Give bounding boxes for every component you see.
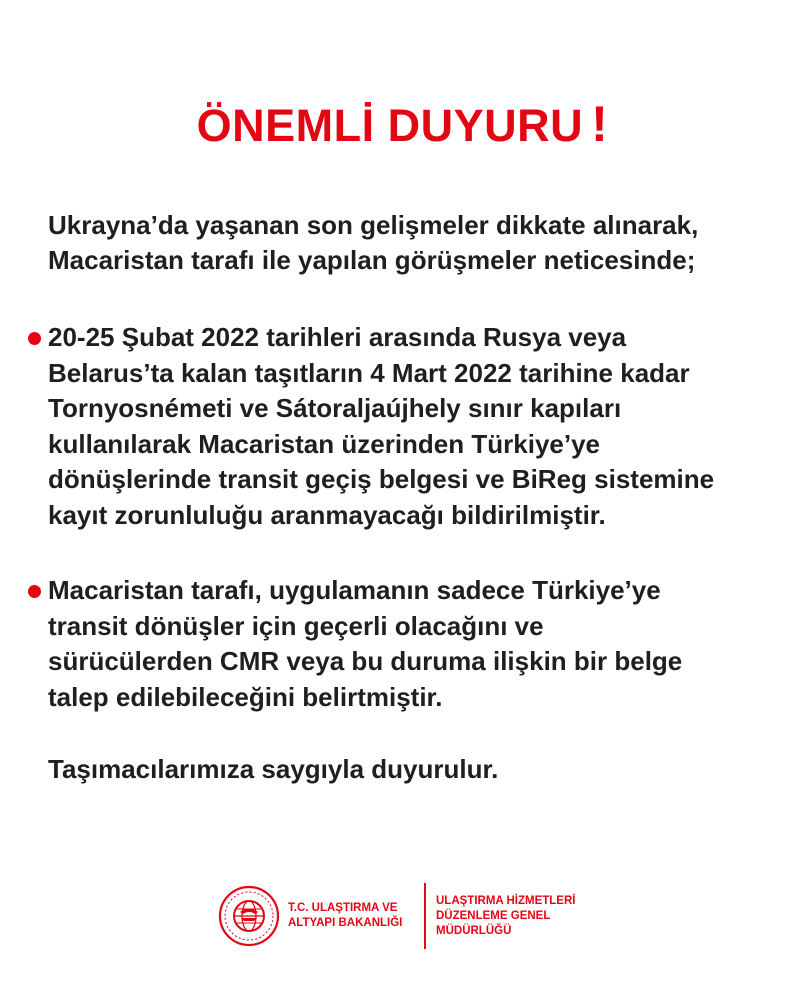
- exclamation-mark: !: [591, 96, 609, 152]
- footer-divider: [424, 883, 426, 949]
- footer: [218, 880, 606, 952]
- intro-line: Ukrayna’da yaşanan son gelişmeler dikkate alınarak,: [48, 210, 699, 240]
- bullet-line: kullanılarak Macaristan üzerinden Türkiye’ye: [48, 428, 601, 459]
- ministry-emblem-icon: [218, 885, 280, 947]
- bullet-line: talep edilebileceğini belirtmiştir.: [48, 681, 443, 712]
- bullet-item: [48, 573, 778, 715]
- intro-paragraph: [48, 208, 768, 278]
- title-text: ÖNEMLİ DUYURU: [196, 100, 584, 151]
- bullet-dot-icon: [28, 585, 41, 598]
- department-line: DÜZENLEME GENEL: [436, 909, 551, 922]
- bullet-line: kayıt zorunluluğu aranmayacağı bildirilmiştir.: [48, 499, 606, 530]
- department-line: MÜDÜRLÜĞÜ: [436, 924, 512, 937]
- closing-text: Taşımacılarımıza saygıyla duyurulur.: [48, 754, 499, 784]
- department-name: [436, 894, 606, 939]
- bullet-line: dönüşlerinde transit geçiş belgesi ve BiReg sistemine: [48, 464, 715, 494]
- bullet-line: Tornyosnémeti ve Sátoraljaújhely sınır kapıları: [48, 393, 622, 423]
- bullet-dot-icon: [28, 332, 41, 345]
- intro-line: Macaristan tarafı ile yapılan görüşmeler neticesinde;: [48, 245, 696, 275]
- page-title: [0, 96, 805, 154]
- ministry-name: [288, 901, 418, 931]
- bullet-line: Macaristan tarafı, uygulamanın sadece Türkiye’ye: [48, 575, 661, 605]
- bullet-line: transit dönüşler için geçerli olacağını ve: [48, 610, 544, 641]
- bullet-line: Belarus’ta kalan taşıtların 4 Mart 2022 tarihine kadar: [48, 357, 690, 388]
- bullet-item: [48, 320, 778, 533]
- ministry-line: ALTYAPI BAKANLIĞI: [288, 917, 403, 929]
- ministry-line: T.C. ULAŞTIRMA VE: [288, 902, 398, 914]
- bullet-line: 20-25 Şubat 2022 tarihleri arasında Rusya veya: [48, 322, 627, 352]
- department-line: ULAŞTIRMA HİZMETLERİ: [436, 894, 576, 907]
- bullet-line: sürücülerden CMR veya bu duruma ilişkin bir belge: [48, 646, 683, 676]
